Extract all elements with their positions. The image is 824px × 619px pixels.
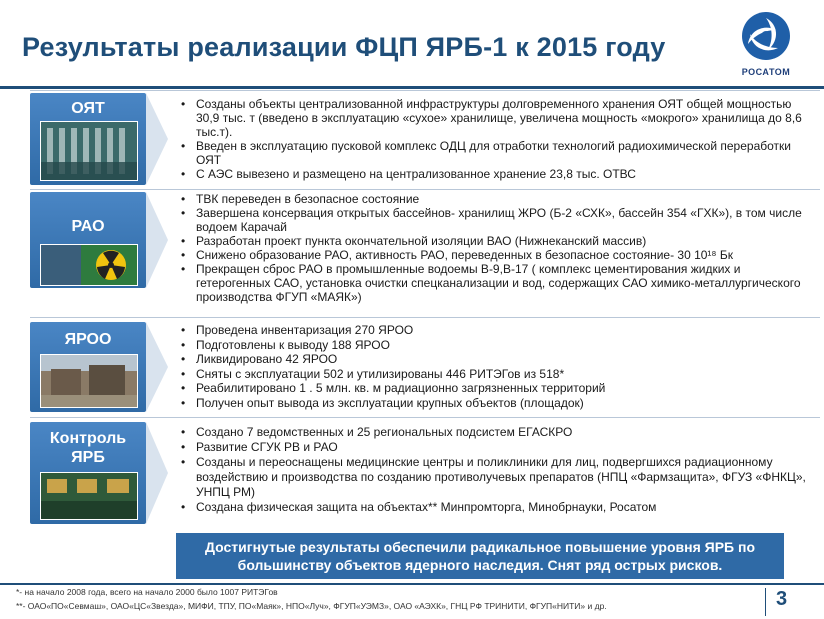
section-control bbox=[30, 417, 820, 529]
rosatom-atom-icon bbox=[738, 10, 794, 62]
section-arrow bbox=[146, 322, 168, 412]
bullet-item: • Создано 7 ведомственных и 25 региональных подсистем ЕГАСКРО bbox=[180, 425, 810, 440]
bullet-item: • Разработан проект пункта окончательной изоляции ВАО (Нижнеканский массив) bbox=[180, 234, 810, 248]
section-label: ОЯТ bbox=[71, 100, 105, 117]
section-label-box bbox=[30, 422, 146, 524]
section-bullets bbox=[180, 97, 810, 181]
footnote: *- на начало 2008 года, всего на начало 2000 было 1007 РИТЭГов bbox=[16, 587, 278, 597]
page-number-divider bbox=[765, 588, 766, 616]
bullet-item: • Снижено образование РАО, активность РАО, переведенных в безопасное состояние- 30 10¹⁸ Бк bbox=[180, 248, 810, 262]
bullet-item: • Развитие СГУК РВ и РАО bbox=[180, 440, 810, 455]
bullet-item: • Проведена инвентаризация 270 ЯРОО bbox=[180, 323, 810, 338]
footer-rule bbox=[0, 583, 824, 585]
radwaste-photo bbox=[40, 244, 138, 286]
section-divider bbox=[30, 189, 820, 190]
bullet-item: • Прекращен сброс РАО в промышленные водоемы В-9,В-17 ( комплекс цементирования жидких и гетерогенных САО, установка очистки спецканализации и вод, содержащих САО химико-металлургического производства ФГУП «МАЯК») bbox=[180, 262, 810, 304]
control-room-photo bbox=[40, 472, 138, 520]
section-divider bbox=[30, 317, 820, 318]
bullet-item: • Ликвидировано 42 ЯРОО bbox=[180, 352, 810, 367]
rosatom-logo bbox=[726, 10, 806, 84]
section-bullets bbox=[180, 323, 810, 411]
conclusion-banner bbox=[176, 533, 784, 579]
decommissioning-photo bbox=[40, 354, 138, 408]
page-number: 3 bbox=[776, 588, 788, 610]
bullet-item: • Введен в эксплуатацию пусковой комплекс ОДЦ для отработки технологий радиохимической переработки ОЯТ bbox=[180, 139, 810, 167]
spent-fuel-photo bbox=[40, 121, 138, 181]
section-label: Контроль bbox=[49, 430, 127, 447]
section-arrow bbox=[146, 422, 168, 524]
banner-line: большинству объектов ядерного наследия. Снят ряд острых рисков. bbox=[237, 557, 723, 573]
section-label-box bbox=[30, 93, 146, 185]
banner-line: Достигнутые результаты обеспечили радикальное повышение уровня ЯРБ по bbox=[204, 539, 756, 555]
section-yaroo bbox=[30, 317, 820, 415]
section-label: ЯРБ bbox=[71, 449, 105, 466]
bullet-item: • Созданы и переоснащены медицинские центры и поликлиники для лиц, подвергшихся радиационному воздействию и производства по созданию противолучевых препаратов (НПЦ «Фармзащита», ФГУЗ «ФНКЦ», УНПЦ РМ) bbox=[180, 455, 810, 500]
bullet-item: • Созданы объекты централизованной инфраструктуры долговременного хранения ОЯТ общей мощностью 30,9 тыс. т (введено в эксплуатацию «сухое» хранилище, увеличена мощность «мокрого» хранилища до 8,6 тыс.т). bbox=[180, 97, 810, 139]
page-title: Результаты реализации ФЦП ЯРБ-1 к 2015 году bbox=[22, 32, 666, 62]
section-arrow bbox=[146, 93, 168, 185]
bullet-item: • Сняты с эксплуатации 502 и утилизированы 446 РИТЭГов из 518* bbox=[180, 367, 810, 382]
bullet-item: • Завершена консервация открытых бассейнов- хранилищ ЖРО (Б-2 «СХК», бассейн 354 «ГХК»), в том числе водоем Карачай bbox=[180, 206, 810, 234]
title-rule bbox=[0, 86, 824, 89]
section-rao bbox=[30, 189, 820, 313]
bullet-item: • ТВК переведен в безопасное состояние bbox=[180, 192, 810, 206]
section-oyat bbox=[30, 90, 820, 188]
bullet-item: • Создана физическая защита на объектах** Минпромторга, Минобрнауки, Росатом bbox=[180, 500, 810, 515]
section-label-box bbox=[30, 192, 146, 288]
bullet-item: • Реабилитировано 1 . 5 млн. кв. м радиационно загрязненных территорий bbox=[180, 381, 810, 396]
bullet-item: • Получен опыт вывода из эксплуатации крупных объектов (площадок) bbox=[180, 396, 810, 411]
bullet-item: • С АЭС вывезено и размещено на централизованное хранение 23,8 тыс. ОТВС bbox=[180, 167, 810, 181]
section-label: ЯРОО bbox=[64, 331, 112, 348]
section-arrow bbox=[146, 192, 168, 288]
section-divider bbox=[30, 417, 820, 418]
section-bullets bbox=[180, 192, 810, 304]
bullet-item: • Подготовлены к выводу 188 ЯРОО bbox=[180, 338, 810, 353]
footnote: **- ОАО«ПО«Севмаш», ОАО«ЦС«Звезда», МИФИ, ТПУ, ПО«Маяк», НПО«Луч», ФГУП«УЭМЗ», ОАО «АЭХК», ГНЦ РФ ТРИНИТИ, ФГУП«НИТИ» и др. bbox=[16, 601, 607, 611]
section-divider bbox=[30, 90, 820, 91]
section-bullets bbox=[180, 425, 810, 515]
section-label: РАО bbox=[71, 218, 105, 235]
logo-text: РОСАТОМ bbox=[741, 67, 791, 77]
section-label-box bbox=[30, 322, 146, 412]
